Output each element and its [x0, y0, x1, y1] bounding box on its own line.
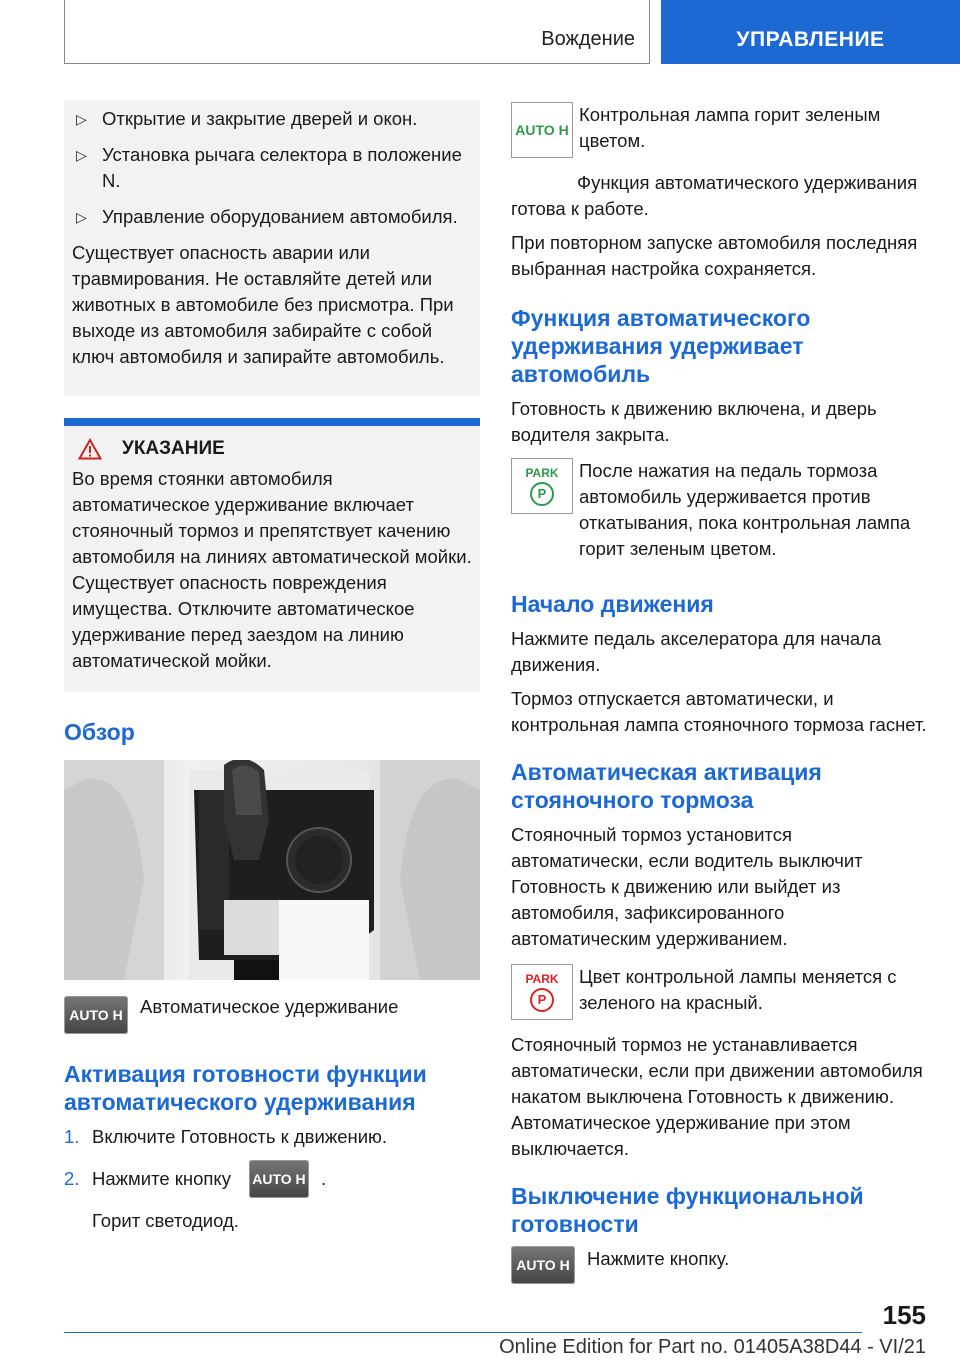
off-row	[511, 1246, 927, 1284]
autoh-green-lamp-icon: AUTO H	[511, 102, 573, 158]
lamp-text: Контрольная лампа горит зеленым цветом.	[579, 104, 881, 151]
danger-text: Существует опасность аварии или травмирования. Не оставляйте детей или животных в автомобиле без присмотра. При выходе из автомобиля забирайте с собой ключ автомобиля и запирайте автомобиль.	[72, 242, 454, 367]
start-heading: Начало движения	[511, 591, 714, 617]
warning-text: Во время стоянки автомобиля автоматическое удерживание включает стояночный тормоз и препятствует качению автомобиля на линиях автоматической мойки. Существует опасность повреждения имущества. Отключите автоматическое удерживание перед заездом на линию автоматической мойки.	[72, 468, 472, 671]
autoh-button-icon: AUTO H	[511, 1246, 575, 1284]
auto-heading: Автоматическая активация стояночного тормоза	[511, 759, 822, 813]
lamp-row	[511, 102, 927, 162]
auto-text-3: Стояночный тормоз не устанавливается автоматически, если при движении автомобиля накатом выключена Готовность к движению. Автоматическое удерживание при этом выключается.	[511, 1034, 923, 1159]
p-circle-icon: P	[530, 482, 554, 506]
hold-heading: Функция автоматического удерживания удерживает автомобиль	[511, 305, 811, 387]
autoh-caption: Автоматическое удерживание	[140, 996, 399, 1017]
list-item: 1. Включите Готовность к движению.	[64, 1126, 388, 1147]
warning-title: УКАЗАНИЕ	[122, 438, 225, 459]
bullet-box	[64, 100, 480, 396]
overview-heading: Обзор	[64, 719, 135, 745]
hold-text-2: После нажатия на педаль тормоза автомобиль удерживается против откатывания, пока контрольная лампа горит зеленым цветом.	[579, 460, 911, 559]
park-red-lamp-icon: PARK P	[511, 964, 573, 1020]
off-heading: Выключение функциональной готовности	[511, 1183, 864, 1237]
start-text: Нажмите педаль акселератора для начала движения.	[511, 628, 882, 675]
park-red-row	[511, 964, 927, 1024]
hold-text: Готовность к движению включена, и дверь водителя закрыта.	[511, 398, 877, 445]
console-photo	[64, 760, 480, 980]
page-number: 155	[882, 1300, 926, 1330]
park-green-lamp-icon: PARK P	[511, 458, 573, 514]
warning-box	[64, 418, 480, 692]
p-circle-icon: P	[530, 988, 554, 1012]
right-column	[511, 102, 927, 1292]
auto-text: Стояночный тормоз установится автоматически, если водитель выключит Готовность к движению или выйдет из автомобиля, зафиксированного автоматическим удерживанием.	[511, 824, 863, 949]
autoh-button-icon: AUTO H	[64, 996, 128, 1034]
center-console-image	[64, 760, 480, 980]
restart-text: При повторном запуске автомобиля последняя выбранная настройка сохраняется.	[511, 232, 918, 279]
triangle-bullet-icon: ▷	[76, 111, 87, 127]
list-item: ▷ Открытие и закрытие дверей и окон.	[72, 106, 472, 132]
header-chapter	[661, 0, 960, 64]
edition-footer: Online Edition for Part no. 01405A38D44 - VI/21	[499, 1336, 926, 1358]
color-change-text: Цвет контрольной лампы меняется с зеленого на красный.	[579, 966, 897, 1013]
list-item: 2. Нажмите кнопку AUTO H .	[64, 1160, 480, 1198]
header-section-label: Вождение	[541, 28, 635, 50]
list-item: ▷ Установка рычага селектора в положение N.	[72, 142, 472, 194]
header-section	[64, 0, 650, 64]
ready-text: Функция автоматического удерживания готова к работе.	[511, 172, 918, 219]
left-column	[64, 100, 480, 1242]
triangle-bullet-icon: ▷	[76, 147, 87, 163]
autoh-caption-row	[64, 996, 480, 1034]
header-chapter-label: УПРАВЛЕНИЕ	[736, 28, 885, 51]
list-item: ▷ Управление оборудованием автомобиля.	[72, 204, 472, 230]
led-note: Горит светодиод.	[92, 1210, 239, 1231]
autoh-button-icon: AUTO H	[249, 1160, 309, 1198]
activation-heading: Активация готовности функции автоматического удерживания	[64, 1061, 427, 1115]
park-row	[511, 458, 927, 570]
warning-triangle-icon	[78, 438, 102, 460]
triangle-bullet-icon: ▷	[76, 209, 87, 225]
start-text-2: Тормоз отпускается автоматически, и контрольная лампа стояночного тормоза гаснет.	[511, 688, 927, 735]
warning-header	[72, 438, 472, 460]
footer-divider	[64, 1332, 862, 1333]
off-text: Нажмите кнопку.	[587, 1248, 730, 1269]
